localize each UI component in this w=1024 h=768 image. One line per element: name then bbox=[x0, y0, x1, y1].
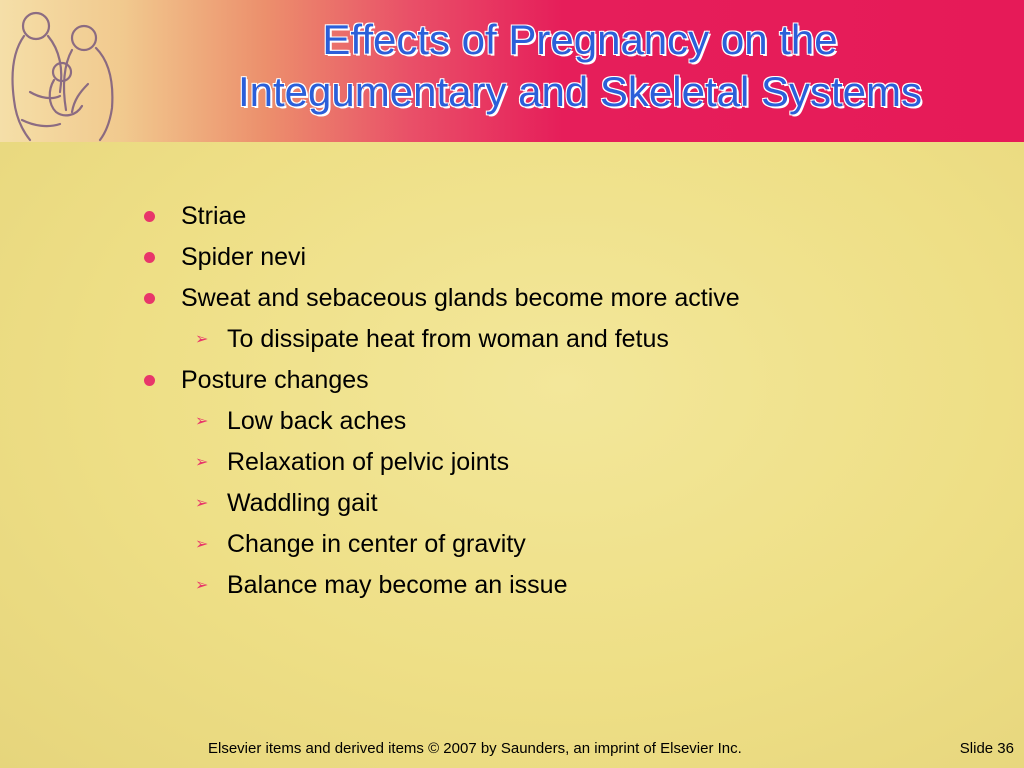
sub-bullet-item bbox=[0, 483, 1024, 524]
arrow-bullet-icon: ➢ bbox=[195, 577, 209, 594]
arrow-bullet-icon: ➢ bbox=[195, 454, 209, 471]
title-line-1: Effects of Pregnancy on the bbox=[322, 16, 838, 63]
round-bullet-icon bbox=[144, 293, 155, 304]
arrow-bullet-icon: ➢ bbox=[195, 413, 209, 430]
bullet-text: Spider nevi bbox=[181, 243, 307, 271]
bullet-text: Striae bbox=[181, 202, 247, 230]
slide-number: Slide 36 bbox=[959, 740, 1014, 757]
bullet-text: Posture changes bbox=[181, 366, 369, 394]
round-bullet-icon bbox=[144, 252, 155, 263]
sub-bullet-item bbox=[0, 319, 1024, 360]
bullet-text: Relaxation of pelvic joints bbox=[227, 448, 510, 476]
bullet-text: Sweat and sebaceous glands become more active bbox=[181, 284, 740, 312]
arrow-bullet-icon: ➢ bbox=[195, 495, 209, 512]
round-bullet-icon bbox=[144, 211, 155, 222]
slide-title bbox=[150, 14, 1010, 118]
bullet-text: Change in center of gravity bbox=[227, 530, 526, 558]
sub-bullet-item bbox=[0, 401, 1024, 442]
round-bullet-icon bbox=[144, 375, 155, 386]
bullet-item bbox=[0, 196, 1024, 237]
bullet-text: To dissipate heat from woman and fetus bbox=[227, 325, 669, 353]
arrow-bullet-icon: ➢ bbox=[195, 536, 209, 553]
family-illustration-icon bbox=[0, 0, 140, 150]
copyright-text: Elsevier items and derived items © 2007 by Saunders, an imprint of Elsevier Inc. bbox=[208, 740, 742, 757]
sub-bullet-item bbox=[0, 565, 1024, 606]
bullet-item bbox=[0, 360, 1024, 401]
header-band bbox=[0, 0, 1024, 142]
footer bbox=[0, 738, 1024, 762]
arrow-bullet-icon: ➢ bbox=[195, 331, 209, 348]
bullet-list bbox=[0, 196, 1024, 606]
bullet-text: Low back aches bbox=[227, 407, 407, 435]
sub-bullet-item bbox=[0, 442, 1024, 483]
bullet-text: Balance may become an issue bbox=[227, 571, 568, 599]
bullet-text: Waddling gait bbox=[227, 489, 378, 517]
sub-bullet-item bbox=[0, 524, 1024, 565]
title-line-2: Integumentary and Skeletal Systems bbox=[237, 68, 923, 115]
bullet-item bbox=[0, 278, 1024, 319]
bullet-item bbox=[0, 237, 1024, 278]
